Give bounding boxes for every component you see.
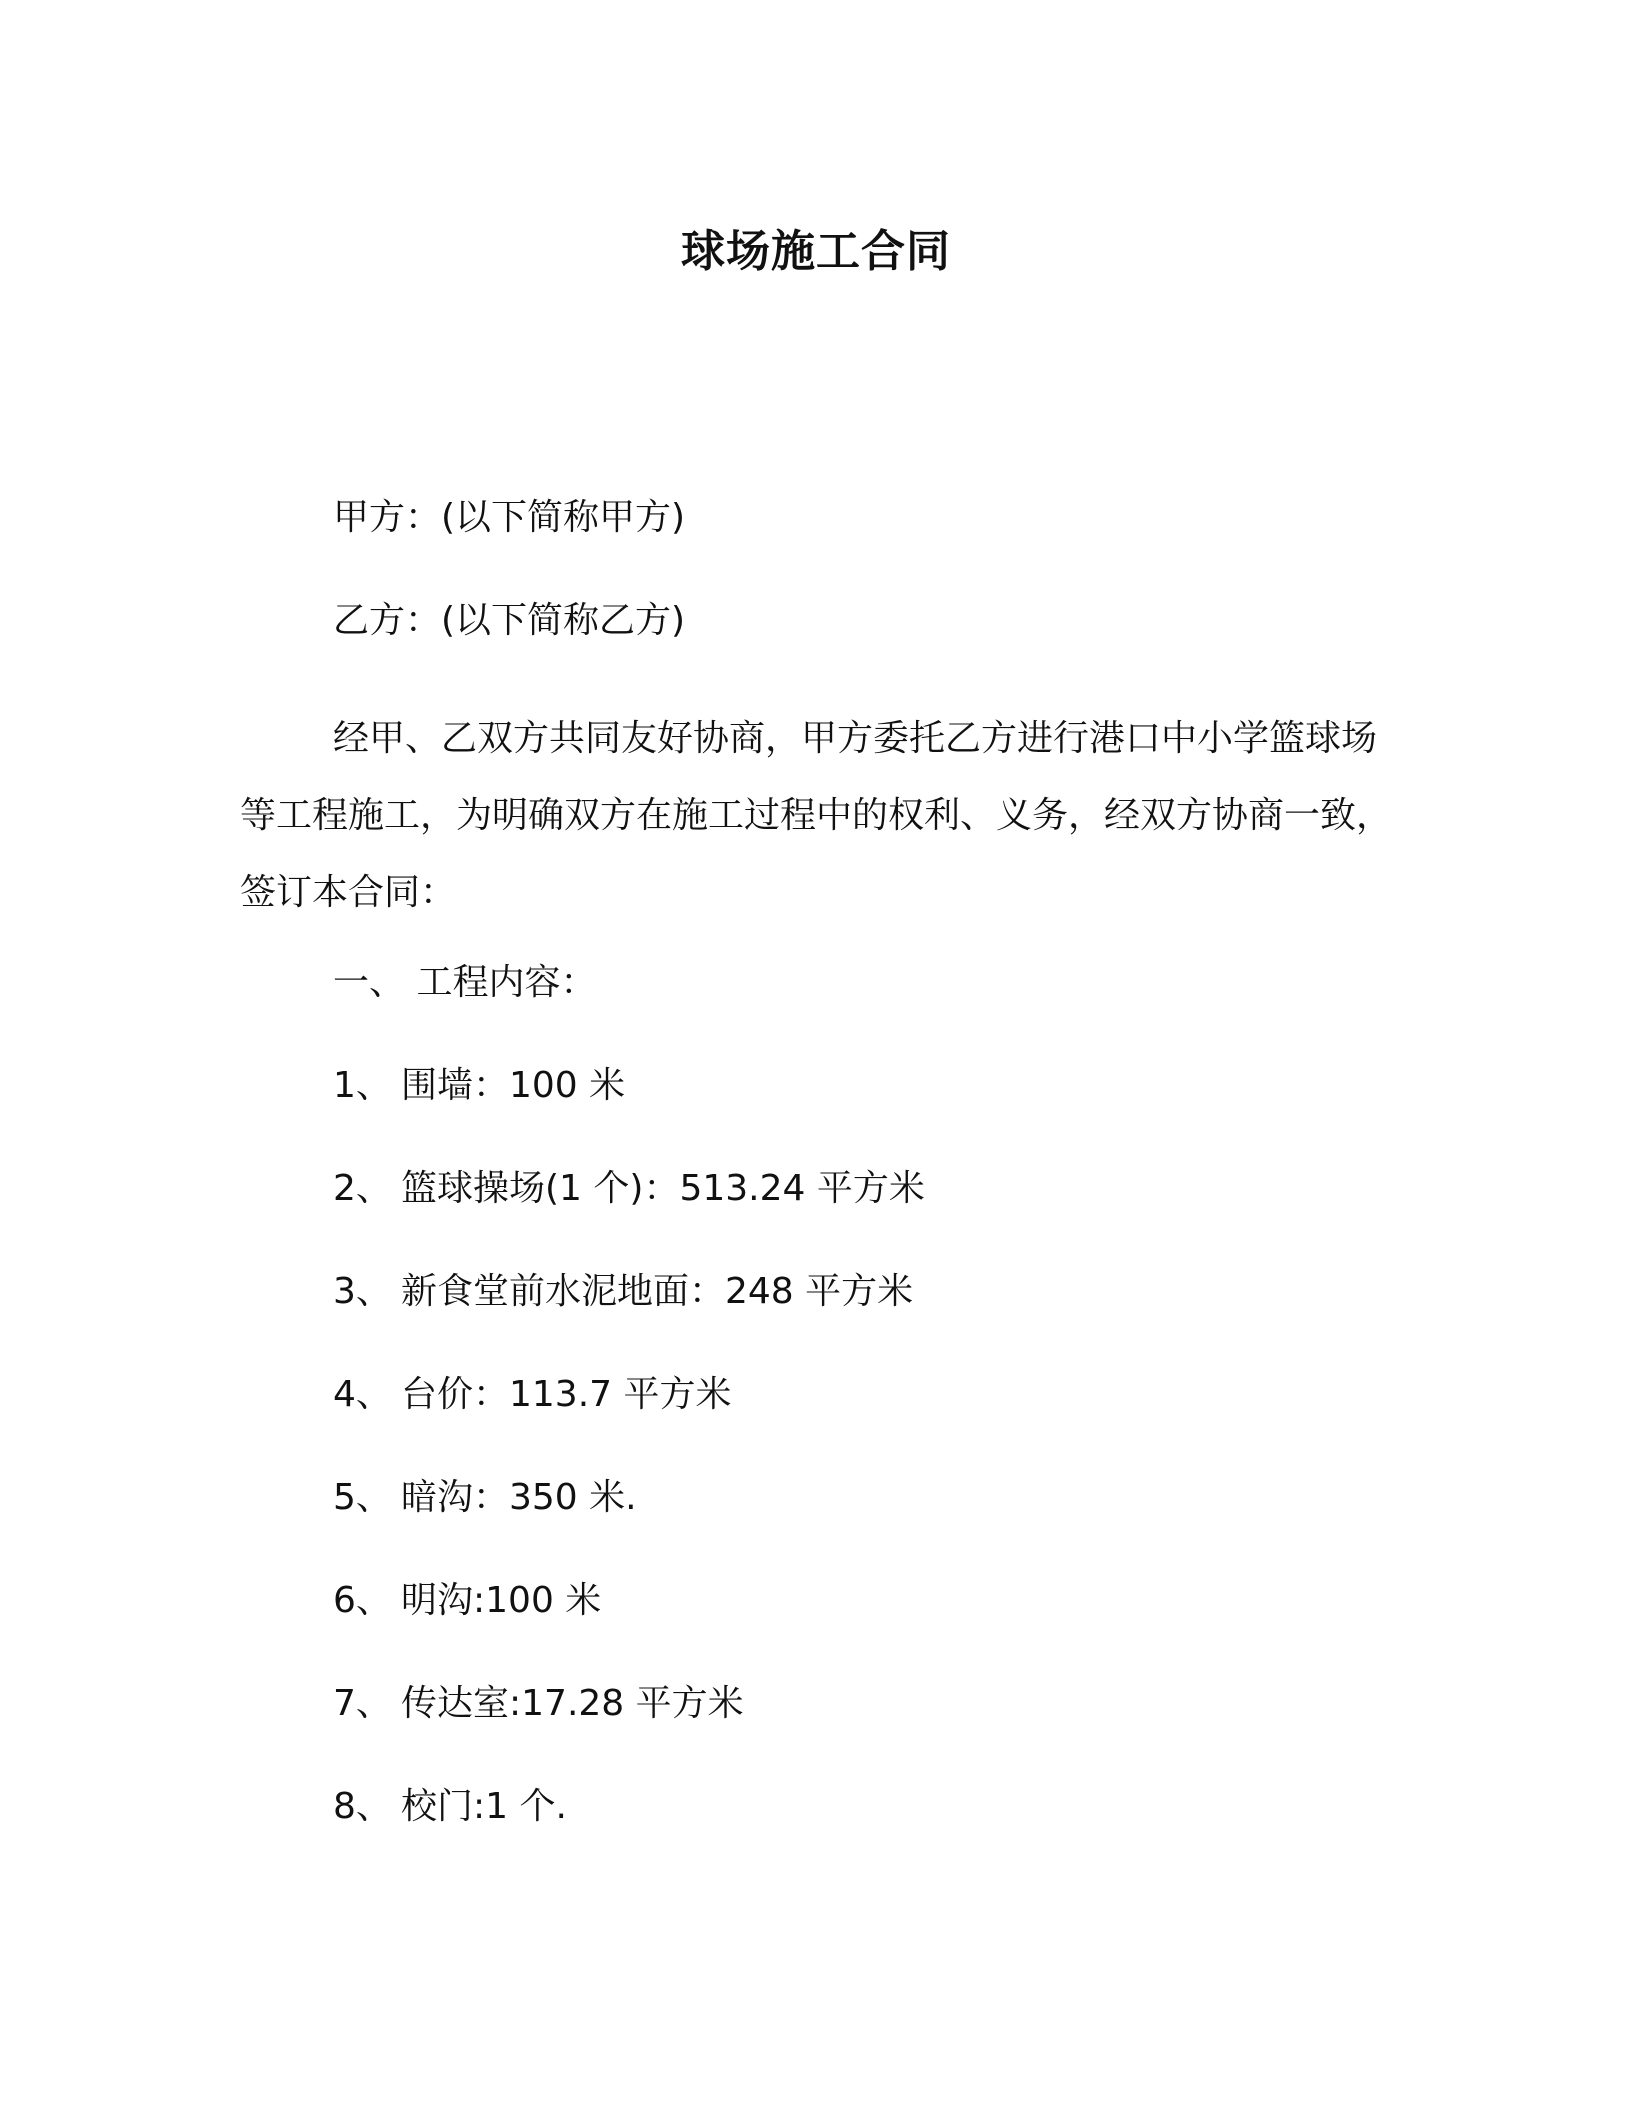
item-number: 5、 xyxy=(333,1477,392,1518)
item-number: 1、 xyxy=(333,1065,392,1106)
list-item xyxy=(333,1267,913,1317)
item-text: 篮球操场(1 个)：513.24 平方米 xyxy=(401,1168,925,1209)
item-text: 新食堂前水泥地面：248 平方米 xyxy=(401,1271,914,1312)
list-item xyxy=(333,1473,637,1523)
intro-paragraph: 经甲、乙双方共同友好协商，甲方委托乙方进行港口中小学篮球场等工程施工，为明确双方在施工过程中的权利、义务，经双方协商一致，签订本合同： xyxy=(240,718,1393,913)
item-number: 7、 xyxy=(333,1683,392,1724)
list-item xyxy=(333,1370,732,1420)
document-title: 球场施工合同 xyxy=(681,226,951,277)
list-item xyxy=(333,1576,601,1626)
item-text: 明沟:100 米 xyxy=(401,1580,602,1621)
section-heading: 一、 工程内容： xyxy=(333,962,597,1003)
item-text: 暗沟：350 米. xyxy=(401,1477,637,1518)
item-text: 校门:1 个. xyxy=(401,1786,567,1827)
item-number: 8、 xyxy=(333,1786,392,1827)
item-text: 围墙：100 米 xyxy=(401,1065,626,1106)
party-b-line: 乙方：(以下简称乙方) xyxy=(333,600,686,641)
list-item xyxy=(333,1164,925,1214)
list-item xyxy=(333,1679,744,1729)
party-a-line: 甲方：(以下简称甲方) xyxy=(333,497,686,538)
item-text: 传达室:17.28 平方米 xyxy=(401,1683,744,1724)
item-number: 4、 xyxy=(333,1374,392,1415)
list-item xyxy=(333,1782,567,1832)
item-number: 2、 xyxy=(333,1168,392,1209)
item-number: 3、 xyxy=(333,1271,392,1312)
item-text: 台价：113.7 平方米 xyxy=(401,1374,732,1415)
list-item xyxy=(333,1061,625,1111)
item-number: 6、 xyxy=(333,1580,392,1621)
